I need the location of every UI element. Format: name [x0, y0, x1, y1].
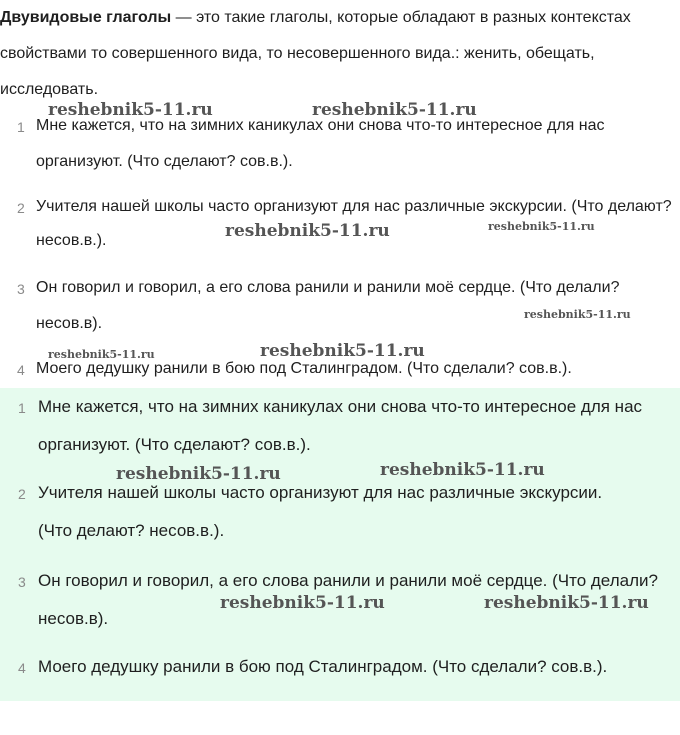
list-item-text: Учителя нашей школы часто организуют для нас различные экскурсии. (Что делают? несов.в.).	[36, 198, 672, 249]
list-item-number: 1	[17, 119, 25, 135]
intro-definition: — это такие глаголы, которые обладают в разных контекстах свойствами то совершенного вида, то несовершенного вида.: женить, обещать, исследовать.	[0, 9, 631, 98]
list-item-number: 2	[18, 486, 26, 502]
watermark: reshebnik5-11.ru	[220, 593, 385, 613]
list-item	[0, 270, 675, 342]
intro-term: Двувидовые глаголы	[0, 9, 172, 26]
intro-paragraph	[0, 0, 675, 108]
watermark: reshebnik5-11.ru	[225, 221, 390, 241]
watermark: reshebnik5-11.ru	[312, 100, 477, 120]
watermark: reshebnik5-11.ru	[48, 100, 213, 120]
answer-highlight-panel	[0, 388, 680, 701]
list-item-text: Он говорил и говорил, а его слова ранили и ранили моё сердце. (Что делали? несов.в).	[38, 571, 658, 628]
watermark: reshebnik5-11.ru	[484, 593, 649, 613]
list-item	[0, 648, 675, 701]
list-item-number: 3	[17, 281, 25, 297]
list-item-number: 4	[17, 362, 25, 378]
watermark: reshebnik5-11.ru	[260, 341, 425, 361]
watermark: reshebnik5-11.ru	[48, 348, 155, 361]
watermark: reshebnik5-11.ru	[380, 460, 545, 480]
list-item-text: Мне кажется, что на зимних каникулах они снова что-то интересное для нас организуют. (Что сделают? сов.в.).	[36, 117, 605, 170]
list-item-text: Он говорил и говорил, а его слова ранили и ранили моё сердце. (Что делали? несов.в).	[36, 279, 620, 332]
watermark: reshebnik5-11.ru	[116, 464, 281, 484]
list-item-text: Моего дедушку ранили в бою под Сталинградом. (Что сделали? сов.в.).	[38, 657, 608, 676]
list-item-number: 2	[17, 200, 25, 216]
list-item	[0, 388, 675, 464]
watermark: reshebnik5-11.ru	[524, 308, 631, 321]
list-item	[0, 474, 675, 550]
list-item-text: Моего дедушку ранили в бою под Сталинградом. (Что сделали? сов.в.).	[36, 360, 572, 377]
list-item-text: Мне кажется, что на зимних каникулах они снова что-то интересное для нас организуют. (Что сделают? сов.в.).	[38, 397, 643, 454]
list-item-number: 4	[18, 660, 26, 676]
list-item-text: Учителя нашей школы часто организуют для нас различные экскурсии. (Что делают? несов.в.).	[38, 483, 603, 540]
list-item-number: 1	[18, 400, 26, 416]
watermark: reshebnik5-11.ru	[488, 220, 595, 233]
list-item-number: 3	[18, 574, 26, 590]
